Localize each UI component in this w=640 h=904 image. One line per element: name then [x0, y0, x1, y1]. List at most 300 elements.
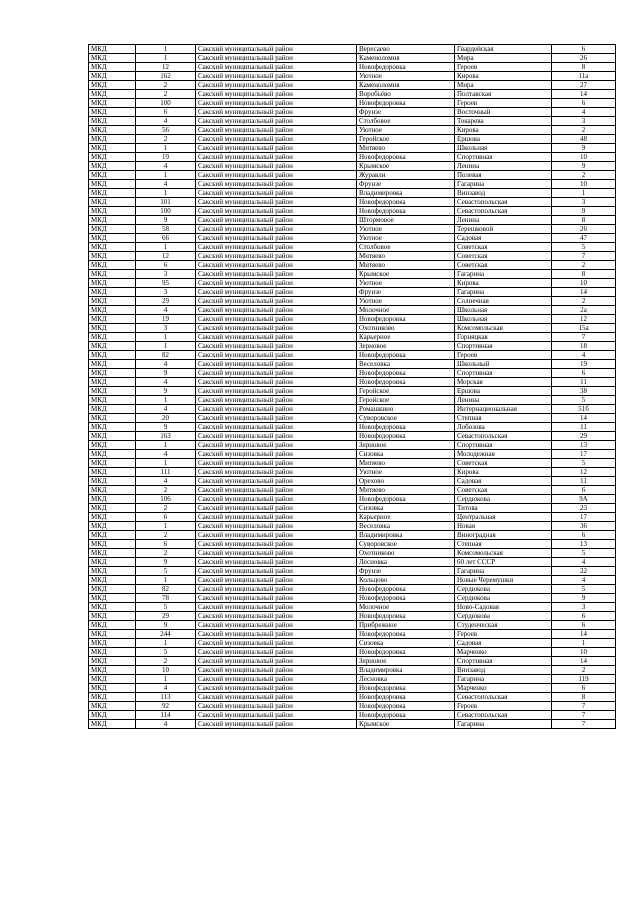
district-cell: Сакский муниципальный район [196, 360, 357, 369]
district-cell: Сакский муниципальный район [196, 54, 357, 63]
table-row [89, 315, 616, 324]
settlement-cell: Охотниково [357, 324, 455, 333]
settlement-cell: Карьерное [357, 333, 455, 342]
building-type-cell: МКД [89, 153, 136, 162]
count-cell: 95 [136, 279, 196, 288]
house-number-cell: 1 [552, 639, 616, 648]
table-row [89, 567, 616, 576]
count-cell: 19 [136, 153, 196, 162]
table-row [89, 306, 616, 315]
table-row [89, 333, 616, 342]
house-number-cell: 5 [552, 396, 616, 405]
building-type-cell: МКД [89, 378, 136, 387]
table-row [89, 288, 616, 297]
district-cell: Сакский муниципальный район [196, 216, 357, 225]
street-cell: Сердюкова [455, 495, 552, 504]
building-type-cell: МКД [89, 396, 136, 405]
street-cell: Гагарина [455, 288, 552, 297]
table-row [89, 585, 616, 594]
settlement-cell: Новофедоровка [357, 648, 455, 657]
street-cell: Новые Черемушки [455, 576, 552, 585]
district-cell: Сакский муниципальный район [196, 468, 357, 477]
table-row [89, 531, 616, 540]
street-cell: Спортивная [455, 342, 552, 351]
building-type-cell: МКД [89, 612, 136, 621]
settlement-cell: Фрунзе [357, 180, 455, 189]
table-row [89, 702, 616, 711]
table-row [89, 234, 616, 243]
building-type-cell: МКД [89, 90, 136, 99]
house-number-cell: 19 [552, 360, 616, 369]
count-cell: 1 [136, 54, 196, 63]
building-type-cell: МКД [89, 711, 136, 720]
settlement-cell: Молочное [357, 603, 455, 612]
count-cell: 9 [136, 387, 196, 396]
table-row [89, 540, 616, 549]
building-type-cell: МКД [89, 513, 136, 522]
count-cell: 56 [136, 126, 196, 135]
street-cell: Ленина [455, 396, 552, 405]
district-cell: Сакский муниципальный район [196, 297, 357, 306]
building-type-cell: МКД [89, 558, 136, 567]
count-cell: 6 [136, 540, 196, 549]
settlement-cell: Охотниково [357, 549, 455, 558]
street-cell: Винзавод [455, 666, 552, 675]
house-number-cell: 4 [552, 576, 616, 585]
count-cell: 2 [136, 549, 196, 558]
count-cell: 82 [136, 585, 196, 594]
table-row [89, 342, 616, 351]
street-cell: Героев [455, 702, 552, 711]
street-cell: Винзавод [455, 189, 552, 198]
district-cell: Сакский муниципальный район [196, 621, 357, 630]
table-row [89, 81, 616, 90]
table-row [89, 396, 616, 405]
table-row [89, 117, 616, 126]
count-cell: 20 [136, 414, 196, 423]
count-cell: 114 [136, 711, 196, 720]
settlement-cell: Карьерное [357, 513, 455, 522]
street-cell: Полтавская [455, 90, 552, 99]
district-cell: Сакский муниципальный район [196, 234, 357, 243]
count-cell: 29 [136, 297, 196, 306]
district-cell: Сакский муниципальный район [196, 648, 357, 657]
count-cell: 100 [136, 99, 196, 108]
street-cell: Гагарина [455, 180, 552, 189]
table-row [89, 45, 616, 54]
house-number-cell: 7 [552, 702, 616, 711]
count-cell: 6 [136, 513, 196, 522]
building-type-cell: МКД [89, 441, 136, 450]
street-cell: Полевая [455, 171, 552, 180]
building-type-cell: МКД [89, 162, 136, 171]
settlement-cell: Новофедоровка [357, 378, 455, 387]
house-number-cell: 14 [552, 90, 616, 99]
street-cell: Студенческая [455, 621, 552, 630]
district-cell: Сакский муниципальный район [196, 603, 357, 612]
district-cell: Сакский муниципальный район [196, 432, 357, 441]
settlement-cell: Штормовое [357, 216, 455, 225]
house-number-cell: 9А [552, 495, 616, 504]
building-type-cell: МКД [89, 702, 136, 711]
building-type-cell: МКД [89, 207, 136, 216]
count-cell: 1 [136, 396, 196, 405]
street-cell: Марченко [455, 648, 552, 657]
housing-registry-table [88, 44, 616, 729]
house-number-cell: 6 [552, 612, 616, 621]
house-number-cell: 6 [552, 45, 616, 54]
building-type-cell: МКД [89, 432, 136, 441]
table-row [89, 207, 616, 216]
street-cell: Героев [455, 351, 552, 360]
street-cell: Степная [455, 414, 552, 423]
table-row [89, 675, 616, 684]
count-cell: 1 [136, 243, 196, 252]
district-cell: Сакский муниципальный район [196, 243, 357, 252]
table-row [89, 576, 616, 585]
building-type-cell: МКД [89, 144, 136, 153]
house-number-cell: 8 [552, 63, 616, 72]
count-cell: 4 [136, 378, 196, 387]
count-cell: 58 [136, 225, 196, 234]
district-cell: Сакский муниципальный район [196, 252, 357, 261]
house-number-cell: 17 [552, 513, 616, 522]
table-row [89, 279, 616, 288]
district-cell: Сакский муниципальный район [196, 441, 357, 450]
building-type-cell: МКД [89, 450, 136, 459]
house-number-cell: 12 [552, 315, 616, 324]
count-cell: 9 [136, 216, 196, 225]
table-row [89, 324, 616, 333]
house-number-cell: 2 [552, 666, 616, 675]
building-type-cell: МКД [89, 261, 136, 270]
district-cell: Сакский муниципальный район [196, 630, 357, 639]
house-number-cell: 3 [552, 117, 616, 126]
street-cell: Севастопольская [455, 207, 552, 216]
building-type-cell: МКД [89, 99, 136, 108]
count-cell: 4 [136, 360, 196, 369]
district-cell: Сакский муниципальный район [196, 72, 357, 81]
house-number-cell: 3 [552, 603, 616, 612]
building-type-cell: МКД [89, 630, 136, 639]
count-cell: 1 [136, 342, 196, 351]
settlement-cell: Фрунзе [357, 108, 455, 117]
building-type-cell: МКД [89, 225, 136, 234]
district-cell: Сакский муниципальный район [196, 171, 357, 180]
district-cell: Сакский муниципальный район [196, 567, 357, 576]
district-cell: Сакский муниципальный район [196, 45, 357, 54]
count-cell: 19 [136, 315, 196, 324]
table-row [89, 198, 616, 207]
district-cell: Сакский муниципальный район [196, 612, 357, 621]
district-cell: Сакский муниципальный район [196, 702, 357, 711]
district-cell: Сакский муниципальный район [196, 423, 357, 432]
settlement-cell: Молочное [357, 306, 455, 315]
building-type-cell: МКД [89, 324, 136, 333]
settlement-cell: Владимировка [357, 189, 455, 198]
count-cell: 113 [136, 693, 196, 702]
street-cell: Севастопольская [455, 198, 552, 207]
house-number-cell: 48 [552, 135, 616, 144]
settlement-cell: Веселовка [357, 522, 455, 531]
settlement-cell: Уютное [357, 468, 455, 477]
count-cell: 1 [136, 459, 196, 468]
street-cell: Севастопольская [455, 711, 552, 720]
house-number-cell: 11 [552, 378, 616, 387]
settlement-cell: Новофедоровка [357, 153, 455, 162]
street-cell: Гагарина [455, 567, 552, 576]
building-type-cell: МКД [89, 180, 136, 189]
district-cell: Сакский муниципальный район [196, 549, 357, 558]
street-cell: Новая [455, 522, 552, 531]
building-type-cell: МКД [89, 405, 136, 414]
district-cell: Сакский муниципальный район [196, 693, 357, 702]
street-cell: 60 лет СССР [455, 558, 552, 567]
house-number-cell: 8 [552, 270, 616, 279]
table-row [89, 243, 616, 252]
house-number-cell: 29 [552, 432, 616, 441]
district-cell: Сакский муниципальный район [196, 144, 357, 153]
street-cell: Садовая [455, 639, 552, 648]
count-cell: 1 [136, 45, 196, 54]
count-cell: 9 [136, 369, 196, 378]
table-row [89, 387, 616, 396]
house-number-cell: 18 [552, 342, 616, 351]
table-row [89, 513, 616, 522]
street-cell: Спортивная [455, 369, 552, 378]
count-cell: 5 [136, 648, 196, 657]
count-cell: 101 [136, 198, 196, 207]
settlement-cell: Новофедоровка [357, 351, 455, 360]
settlement-cell: Каменоломня [357, 81, 455, 90]
district-cell: Сакский муниципальный район [196, 207, 357, 216]
street-cell: Школьная [455, 306, 552, 315]
count-cell: 3 [136, 288, 196, 297]
district-cell: Сакский муниципальный район [196, 117, 357, 126]
settlement-cell: Суворовское [357, 414, 455, 423]
building-type-cell: МКД [89, 297, 136, 306]
district-cell: Сакский муниципальный район [196, 459, 357, 468]
count-cell: 2 [136, 504, 196, 513]
district-cell: Сакский муниципальный район [196, 387, 357, 396]
table-row [89, 144, 616, 153]
settlement-cell: Новофедоровка [357, 423, 455, 432]
settlement-cell: Новофедоровка [357, 612, 455, 621]
district-cell: Сакский муниципальный район [196, 594, 357, 603]
building-type-cell: МКД [89, 675, 136, 684]
table-row [89, 351, 616, 360]
district-cell: Сакский муниципальный район [196, 675, 357, 684]
district-cell: Сакский муниципальный район [196, 720, 357, 729]
settlement-cell: Митяево [357, 252, 455, 261]
street-cell: Мира [455, 54, 552, 63]
building-type-cell: МКД [89, 72, 136, 81]
house-number-cell: 26 [552, 54, 616, 63]
settlement-cell: Новофедоровка [357, 63, 455, 72]
street-cell: Спортивная [455, 657, 552, 666]
house-number-cell: 7 [552, 711, 616, 720]
table-row [89, 648, 616, 657]
count-cell: 162 [136, 72, 196, 81]
settlement-cell: Веселовка [357, 360, 455, 369]
table-row [89, 549, 616, 558]
table-row [89, 720, 616, 729]
settlement-cell: Уютное [357, 72, 455, 81]
house-number-cell: 9 [552, 162, 616, 171]
house-number-cell: 5 [552, 585, 616, 594]
settlement-cell: Лесновка [357, 675, 455, 684]
house-number-cell: 14 [552, 630, 616, 639]
district-cell: Сакский муниципальный район [196, 108, 357, 117]
settlement-cell: Вересаево [357, 45, 455, 54]
table-body [89, 45, 616, 729]
settlement-cell: Новофедоровка [357, 630, 455, 639]
house-number-cell: 6 [552, 486, 616, 495]
building-type-cell: МКД [89, 252, 136, 261]
count-cell: 9 [136, 558, 196, 567]
table-row [89, 360, 616, 369]
count-cell: 12 [136, 252, 196, 261]
house-number-cell: 27 [552, 81, 616, 90]
settlement-cell: Новофедоровка [357, 702, 455, 711]
table-row [89, 405, 616, 414]
table-row [89, 216, 616, 225]
house-number-cell: 23 [552, 504, 616, 513]
settlement-cell: Зерновое [357, 342, 455, 351]
table-row [89, 711, 616, 720]
table-row [89, 180, 616, 189]
table-row [89, 252, 616, 261]
house-number-cell: 5 [552, 459, 616, 468]
house-number-cell: 9 [552, 207, 616, 216]
street-cell: Спортивная [455, 441, 552, 450]
house-number-cell: 9 [552, 144, 616, 153]
building-type-cell: МКД [89, 468, 136, 477]
settlement-cell: Новофедоровка [357, 369, 455, 378]
table-row [89, 378, 616, 387]
house-number-cell: 12 [552, 468, 616, 477]
building-type-cell: МКД [89, 720, 136, 729]
building-type-cell: МКД [89, 117, 136, 126]
district-cell: Сакский муниципальный район [196, 477, 357, 486]
table-row [89, 54, 616, 63]
house-number-cell: 7 [552, 720, 616, 729]
count-cell: 2 [136, 531, 196, 540]
district-cell: Сакский муниципальный район [196, 639, 357, 648]
building-type-cell: МКД [89, 306, 136, 315]
building-type-cell: МКД [89, 585, 136, 594]
district-cell: Сакский муниципальный район [196, 513, 357, 522]
table-row [89, 126, 616, 135]
count-cell: 2 [136, 486, 196, 495]
building-type-cell: МКД [89, 45, 136, 54]
settlement-cell: Новофедоровка [357, 711, 455, 720]
house-number-cell: 5 [552, 243, 616, 252]
table-row [89, 468, 616, 477]
count-cell: 1 [136, 171, 196, 180]
house-number-cell: 11 [552, 477, 616, 486]
house-number-cell: 11а [552, 72, 616, 81]
count-cell: 2 [136, 657, 196, 666]
count-cell: 4 [136, 180, 196, 189]
street-cell: Кирова [455, 279, 552, 288]
house-number-cell: 6 [552, 684, 616, 693]
house-number-cell: 36 [552, 522, 616, 531]
table-row [89, 63, 616, 72]
house-number-cell: 38 [552, 387, 616, 396]
building-type-cell: МКД [89, 189, 136, 198]
building-type-cell: МКД [89, 54, 136, 63]
count-cell: 6 [136, 261, 196, 270]
district-cell: Сакский муниципальный район [196, 315, 357, 324]
count-cell: 4 [136, 450, 196, 459]
district-cell: Сакский муниципальный район [196, 450, 357, 459]
settlement-cell: Крымское [357, 720, 455, 729]
count-cell: 4 [136, 162, 196, 171]
settlement-cell: Лесновка [357, 558, 455, 567]
settlement-cell: Фрунзе [357, 288, 455, 297]
count-cell: 78 [136, 594, 196, 603]
house-number-cell: 7 [552, 333, 616, 342]
street-cell: Героев [455, 99, 552, 108]
district-cell: Сакский муниципальный район [196, 180, 357, 189]
house-number-cell: 4 [552, 108, 616, 117]
settlement-cell: Крымское [357, 162, 455, 171]
settlement-cell: Владимировка [357, 666, 455, 675]
street-cell: Спортивная [455, 153, 552, 162]
house-number-cell: 6 [552, 369, 616, 378]
district-cell: Сакский муниципальный район [196, 324, 357, 333]
settlement-cell: Уютное [357, 297, 455, 306]
table-row [89, 162, 616, 171]
district-cell: Сакский муниципальный район [196, 153, 357, 162]
building-type-cell: МКД [89, 567, 136, 576]
house-number-cell: 6 [552, 531, 616, 540]
house-number-cell: 2 [552, 261, 616, 270]
table-row [89, 108, 616, 117]
house-number-cell: 10 [552, 153, 616, 162]
table-row [89, 477, 616, 486]
table-row [89, 297, 616, 306]
house-number-cell: 2 [552, 297, 616, 306]
settlement-cell: Митяево [357, 144, 455, 153]
street-cell: Садовая [455, 234, 552, 243]
settlement-cell: Уютное [357, 279, 455, 288]
house-number-cell: 119 [552, 675, 616, 684]
table-row [89, 495, 616, 504]
street-cell: Ленина [455, 162, 552, 171]
building-type-cell: МКД [89, 135, 136, 144]
building-type-cell: МКД [89, 540, 136, 549]
count-cell: 4 [136, 117, 196, 126]
building-type-cell: МКД [89, 603, 136, 612]
count-cell: 10 [136, 666, 196, 675]
count-cell: 1 [136, 333, 196, 342]
building-type-cell: МКД [89, 360, 136, 369]
count-cell: 6 [136, 108, 196, 117]
settlement-cell: Каменоломня [357, 54, 455, 63]
building-type-cell: МКД [89, 315, 136, 324]
table-row [89, 612, 616, 621]
street-cell: Садовая [455, 477, 552, 486]
street-cell: Ершова [455, 387, 552, 396]
house-number-cell: 5 [552, 549, 616, 558]
street-cell: Марченко [455, 684, 552, 693]
street-cell: Морская [455, 378, 552, 387]
settlement-cell: Зерновое [357, 657, 455, 666]
table-row [89, 225, 616, 234]
district-cell: Сакский муниципальный район [196, 369, 357, 378]
